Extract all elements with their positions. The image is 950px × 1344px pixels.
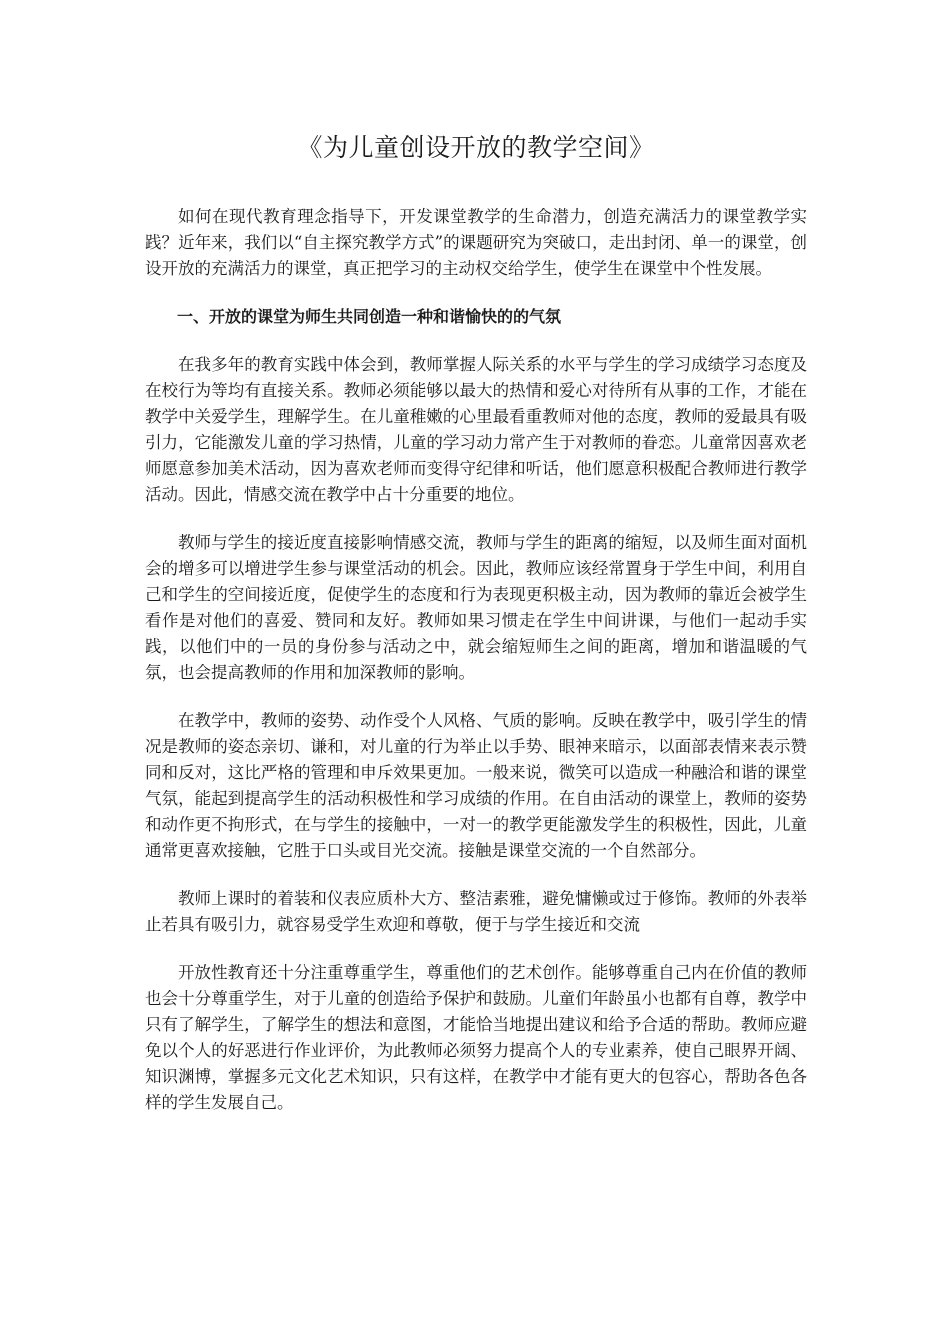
document-page — [145, 128, 807, 1138]
body-paragraph-5: 开放性教育还十分注重尊重学生，尊重他们的艺术创作。能够尊重自己内在价值的教师也会十分尊重学生，对于儿童的创造给予保护和鼓励。儿童们年龄虽小也都有自尊，教学中只有了解学生，了解学生的想法和意图，才能恰当地提出建议和给予合适的帮助。教师应避免以个人的好恶进行作业评价，为此教师必须努力提高个人的专业素养，使自己眼界开阔、知识渊博，掌握多元文化艺术知识，只有这样，在教学中才能有更大的包容心，帮助各色各样的学生发展自己。 — [145, 963, 807, 1112]
body-paragraph-3: 在教学中，教师的姿势、动作受个人风格、气质的影响。反映在教学中，吸引学生的情况是教师的姿态亲切、谦和，对儿童的行为举止以手势、眼神来暗示，以面部表情来表示赞同和反对，这比严格的管理和申斥效果更加。一般来说，微笑可以造成一种融洽和谐的课堂气氛，能起到提高学生的活动积极性和学习成绩的作用。在自由活动的课堂上，教师的姿势和动作更不拘形式，在与学生的接触中，一对一的教学更能激发学生的积极性，因此，儿童通常更喜欢接触，它胜于口头或目光交流。接触是课堂交流的一个自然部分。 — [145, 711, 807, 860]
body-paragraph-1: 在我多年的教育实践中体会到，教师掌握人际关系的水平与学生的学习成绩学习态度及在校行为等均有直接关系。教师必须能够以最大的热情和爱心对待所有从事的工作，才能在教学中关爱学生，理解学生。在儿童稚嫩的心里最看重教师对他的态度，教师的爱最具有吸引力，它能激发儿童的学习热情，儿童的学习动力常产生于对教师的眷恋。儿童常因喜欢老师愿意参加美术活动，因为喜欢老师而变得守纪律和听话，他们愿意积极配合教师进行教学活动。因此，情感交流在教学中占十分重要的地位。 — [145, 355, 807, 504]
body-paragraph-2: 教师与学生的接近度直接影响情感交流，教师与学生的距离的缩短，以及师生面对面机会的增多可以增进学生参与课堂活动的机会。因此，教师应该经常置身于学生中间，利用自己和学生的空间接近度，促使学生的态度和行为表现更积极主动，因为教师的靠近会被学生看作是对他们的喜爱、赞同和友好。教师如果习惯走在学生中间讲课，与他们一起动手实践，以他们中的一员的身份参与活动之中，就会缩短师生之间的距离，增加和谐温暖的气氛，也会提高教师的作用和加深教师的影响。 — [145, 533, 807, 682]
intro-paragraph: 如何在现代教育理念指导下，开发课堂教学的生命潜力，创造充满活力的课堂教学实践？近年来，我们以“自主探究教学方式”的课题研究为突破口，走出封闭、单一的课堂，创设开放的充满活力的课堂，真正把学习的主动权交给学生，使学生在课堂中个性发展。 — [145, 207, 807, 278]
document-title: 《为儿童创设开放的教学空间》 — [297, 133, 655, 162]
section-heading-1: 一、开放的课堂为师生共同创造一种和谐愉快的的气氛 — [177, 307, 562, 326]
body-paragraph-4: 教师上课时的着装和仪表应质朴大方、整洁素雅，避免慵懒或过于修饰。教师的外表举止若具有吸引力，就容易受学生欢迎和尊敬，便于与学生接近和交流 — [145, 889, 807, 934]
